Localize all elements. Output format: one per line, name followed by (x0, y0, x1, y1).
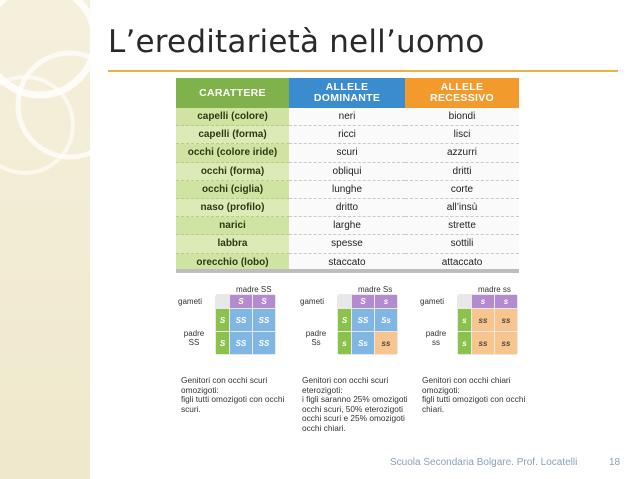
traits-table (176, 78, 519, 272)
caption-heterozygous: Genitori con occhi scuri eterozigoti: i figli saranno 25% omozigoti occhi scuri, 50% eterozigoti occhi scuri e 25% omozigoti occhi chiari. (302, 375, 408, 433)
cell-recessive: biondi (405, 108, 519, 126)
gametes-label: gameti (178, 297, 203, 306)
table-row (176, 163, 519, 181)
cell-recessive: strette (405, 217, 519, 235)
cell-character: orecchio (lobo) (176, 254, 289, 272)
cell-recessive: attaccato (405, 254, 519, 272)
caption-homozygous-recessive: Genitori con occhi chiari omozigoti: figli tutti omozigoti con occhi chiari. (422, 375, 526, 414)
cell-recessive: azzurri (405, 144, 519, 162)
offspring-genotype-cell: ss (472, 309, 494, 331)
cell-character: labbra (176, 235, 289, 253)
offspring-genotype-cell: SS (230, 332, 252, 354)
table-row (176, 217, 519, 235)
offspring-genotype-cell: Ss (375, 309, 397, 331)
mother-genotype-label: madre SS (236, 285, 272, 294)
cell-recessive: sottili (405, 235, 519, 253)
mother-gamete-cell: s (472, 295, 494, 308)
offspring-genotype-cell: ss (375, 332, 397, 354)
table-row (176, 235, 519, 253)
punnett-square-ss-recessive (420, 285, 540, 375)
table-row (176, 144, 519, 162)
cell-character: occhi (forma) (176, 163, 289, 181)
offspring-genotype-cell: SS (352, 309, 374, 331)
header-character: CARATTERE (176, 78, 289, 108)
mother-gamete-cell: S (253, 295, 275, 308)
offspring-genotype-cell: SS (253, 309, 275, 331)
mother-gamete-cell: s (495, 295, 517, 308)
offspring-genotype-cell: SS (230, 309, 252, 331)
cell-character: occhi (colore iride) (176, 144, 289, 162)
cell-dominant: staccato (289, 254, 405, 272)
offspring-genotype-cell: Ss (352, 332, 374, 354)
footer-text: Scuola Secondaria Bolgare. Prof. Locatelli (390, 457, 578, 468)
cell-dominant: ricci (289, 126, 405, 144)
table-row (176, 181, 519, 199)
mother-gamete-cell: S (352, 295, 374, 308)
offspring-genotype-cell: ss (472, 332, 494, 354)
cell-dominant: obliqui (289, 163, 405, 181)
table-row (176, 108, 519, 126)
father-genotype-label: padre SS (183, 329, 205, 347)
cell-dominant: larghe (289, 217, 405, 235)
cell-character: capelli (colore) (176, 108, 289, 126)
cell-dominant: scuri (289, 144, 405, 162)
cell-dominant: neri (289, 108, 405, 126)
grid-corner (338, 295, 351, 308)
mother-genotype-label: madre ss (478, 285, 511, 294)
father-gamete-cell: s (458, 332, 471, 354)
cell-recessive: lisci (405, 126, 519, 144)
cell-dominant: spesse (289, 235, 405, 253)
father-gamete-cell: S (216, 309, 229, 331)
cell-character: capelli (forma) (176, 126, 289, 144)
mother-gamete-cell: s (375, 295, 397, 308)
title-underline (108, 70, 618, 72)
punnett-square-ss (178, 285, 298, 375)
page-number: 18 (609, 457, 621, 468)
father-gamete-cell: s (458, 309, 471, 331)
mother-gamete-cell: S (230, 295, 252, 308)
cell-character: naso (profilo) (176, 199, 289, 217)
caption-homozygous-dominant: Genitori con occhi scuri omozigoti: figli tutti omozigoti con occhi scuri. (181, 375, 285, 414)
cell-recessive: all’insù (405, 199, 519, 217)
punnett-grid (458, 295, 517, 354)
table-bottom-bar (176, 269, 519, 273)
cell-recessive: dritti (405, 163, 519, 181)
punnett-grid (216, 295, 275, 354)
gametes-label: gameti (300, 297, 325, 306)
mother-genotype-label: madre Ss (358, 285, 393, 294)
cell-recessive: corte (405, 181, 519, 199)
cell-dominant: lunghe (289, 181, 405, 199)
table-row (176, 199, 519, 217)
father-gamete-cell: S (216, 332, 229, 354)
offspring-genotype-cell: SS (253, 332, 275, 354)
traits-header-row (176, 78, 519, 108)
slide-title: L’ereditarietà nell’uomo (108, 24, 485, 60)
offspring-genotype-cell: ss (495, 309, 517, 331)
grid-corner (458, 295, 471, 308)
cell-character: narici (176, 217, 289, 235)
gametes-label: gameti (420, 297, 445, 306)
header-dominant: ALLELE DOMINANTE (289, 78, 405, 108)
father-gamete-cell: s (338, 332, 351, 354)
offspring-genotype-cell: ss (495, 332, 517, 354)
header-recessive: ALLELE RECESSIVO (405, 78, 519, 108)
father-genotype-label: padre ss (425, 329, 447, 347)
cell-dominant: dritto (289, 199, 405, 217)
father-genotype-label: padre Ss (305, 329, 327, 347)
punnett-grid (338, 295, 397, 354)
table-row (176, 126, 519, 144)
cell-character: occhi (ciglia) (176, 181, 289, 199)
grid-corner (216, 295, 229, 308)
father-gamete-cell: S (338, 309, 351, 331)
punnett-square-ss-hetero (300, 285, 420, 375)
